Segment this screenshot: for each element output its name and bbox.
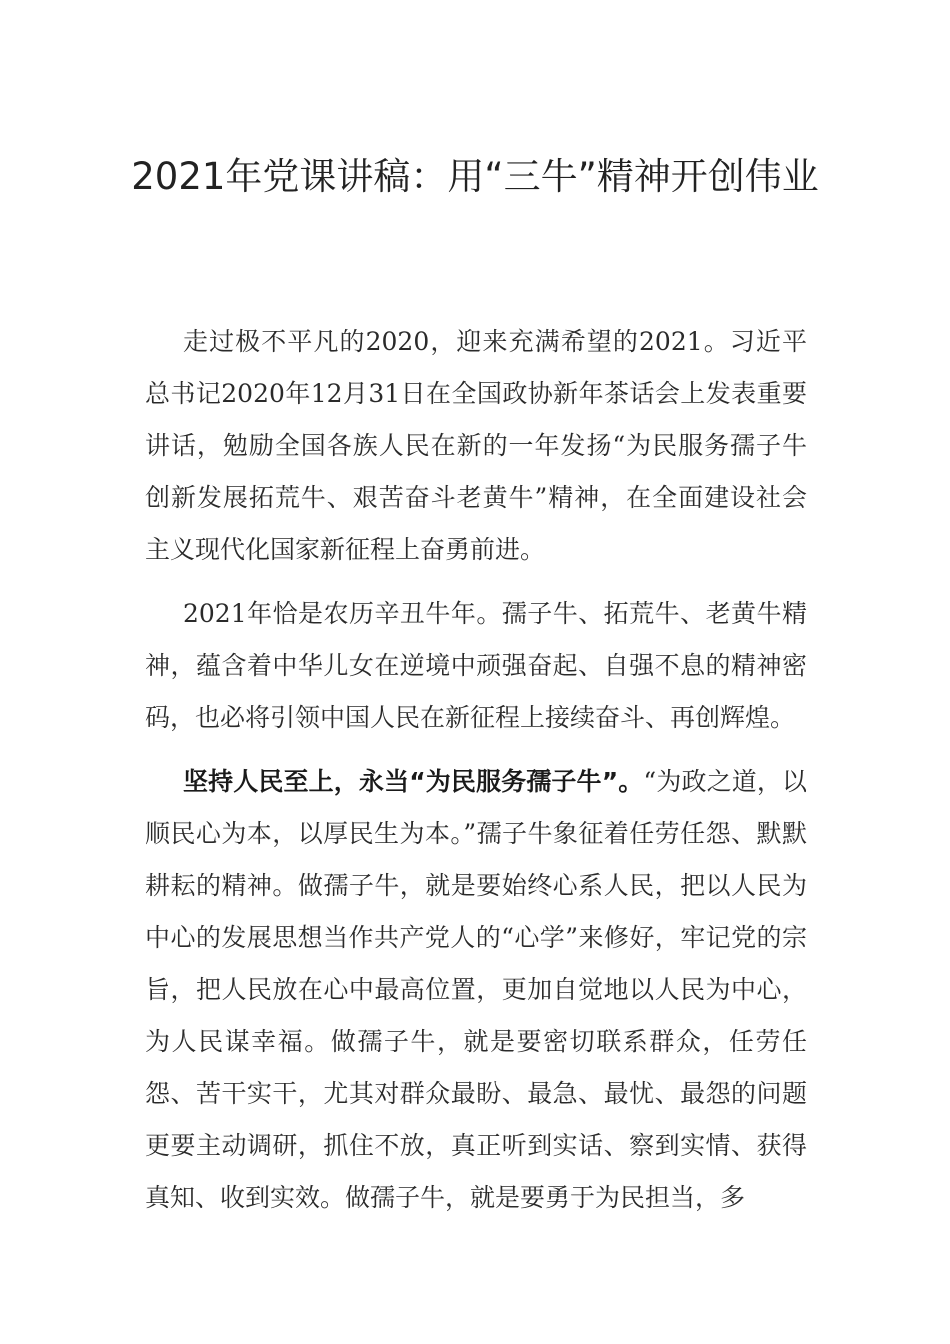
document-title: 2021年党课讲稿：用“三牛”精神开创伟业: [131, 155, 819, 198]
paragraph-text: 走过极不平凡的2020，迎来充满希望的2021。习近平总书记2020年12月31日在全国政协新年茶话会上发表重要讲话，勉励全国各族人民在新的一年发扬“为民服务孺子牛创新发展拓荒牛、艰苦奋斗老黄牛”精神，在全面建设社会主义现代化国家新征程上奋勇前进。: [145, 327, 807, 564]
paragraph-3: [145, 756, 807, 1224]
paragraph-lead: 坚持人民至上，永当“为民服务孺子牛”。: [183, 767, 644, 796]
paragraph-text: 2021年恰是农历辛丑牛年。孺子牛、拓荒牛、老黄牛精神，蕴含着中华儿女在逆境中顽强奋起、自强不息的精神密码，也必将引领中国人民在新征程上接续奋斗、再创辉煌。: [145, 599, 807, 732]
paragraph-text: “为政之道，以顺民心为本，以厚民生为本。”孺子牛象征着任劳任怨、默默耕耘的精神。做孺子牛，就是要始终心系人民，把以人民为中心的发展思想当作共产党人的“心学”来修好，牢记党的宗旨，把人民放在心中最高位置，更加自觉地以人民为中心，为人民谋幸福。做孺子牛，就是要密切联系群众，任劳任怨、苦干实干，尤其对群众最盼、最急、最忧、最怨的问题更要主动调研，抓住不放，真正听到实话、察到实情、获得真知、收到实效。做孺子牛，就是要勇于为民担当，多: [145, 767, 807, 1212]
paragraph-2: [145, 588, 807, 744]
paragraph-1: [145, 316, 807, 576]
document-body: [145, 316, 807, 1236]
